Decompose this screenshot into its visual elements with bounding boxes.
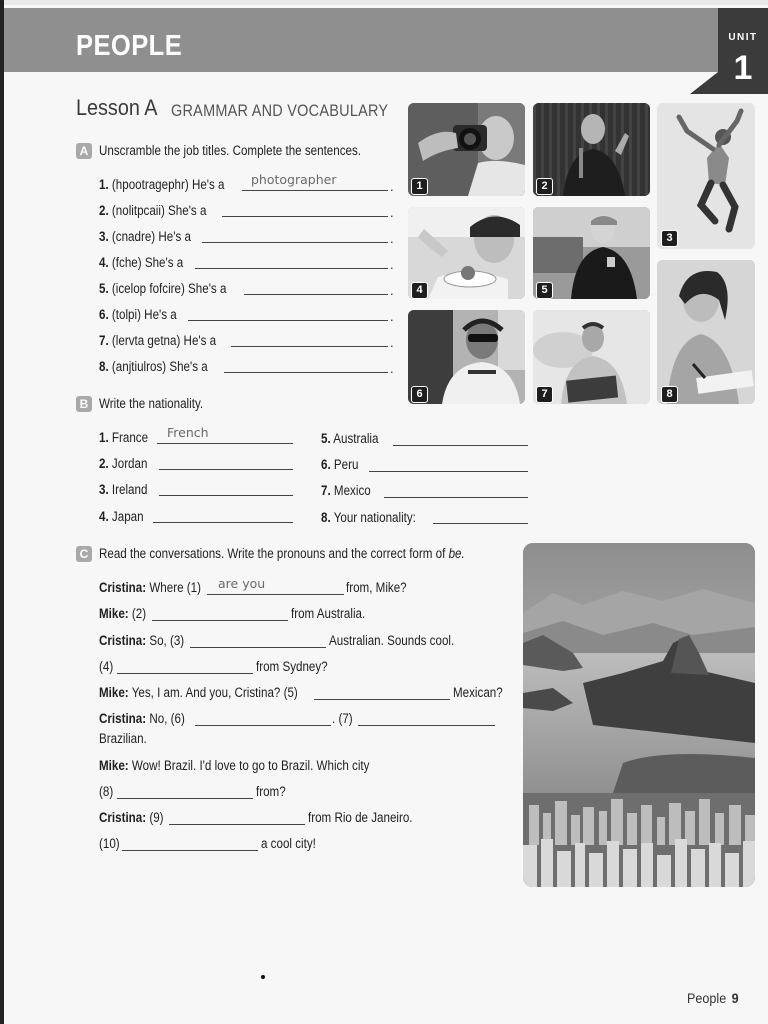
- c-line-3-post: Australian. Sounds cool.: [329, 633, 455, 648]
- photo-label-1: 1: [411, 178, 428, 195]
- c-line-1-post: from, Mike?: [346, 580, 407, 595]
- b-item-2: 2. Jordan: [99, 456, 148, 471]
- c-line-9: (8): [99, 784, 114, 799]
- c-line-2: Mike: (2): [99, 606, 147, 621]
- b-item-4: 4. Japan: [99, 509, 144, 524]
- a-period-4: .: [390, 257, 394, 272]
- a-answer-line-8[interactable]: [224, 372, 388, 373]
- photo-journalist: [657, 260, 755, 404]
- c-line-11: (10): [99, 836, 120, 851]
- c-answer-line-8[interactable]: [117, 798, 253, 799]
- scan-edge-top: [0, 0, 768, 5]
- scan-edge-left: [0, 0, 4, 1024]
- a-answer-line-4[interactable]: [195, 268, 388, 269]
- c-line-5-post: Mexican?: [453, 685, 503, 700]
- a-period-8: .: [390, 361, 394, 376]
- b-item-5: 5. Australia: [321, 431, 379, 446]
- a-item-2: 2. (nolitpcaii) She's a: [99, 203, 207, 218]
- c-line-10-post: from Rio de Janeiro.: [308, 810, 413, 825]
- unit-label: UNIT: [728, 32, 758, 43]
- section-b-instruction: Write the nationality.: [99, 396, 204, 411]
- photo-label-8: 8: [661, 386, 678, 403]
- a-period-5: .: [390, 283, 394, 298]
- photo-label-3: 3: [661, 230, 678, 247]
- b-answer-line-4[interactable]: [153, 522, 293, 523]
- c-answer-line-4[interactable]: [117, 673, 253, 674]
- a-answer-line-3[interactable]: [202, 242, 388, 243]
- a-item-3: 3. (cnadre) He's a: [99, 229, 191, 244]
- c-answer-line-5[interactable]: [314, 699, 450, 700]
- a-period-1: .: [390, 179, 394, 194]
- photo-label-5: 5: [536, 282, 553, 299]
- b-item-1: 1. France: [99, 430, 149, 445]
- lesson-title: Lesson A: [76, 95, 158, 120]
- a-answer-line-6[interactable]: [188, 320, 388, 321]
- c-answer-1: are you: [218, 576, 266, 591]
- c-line-6-post: . (7): [332, 711, 353, 726]
- c-line-4-post: from Sydney?: [256, 659, 328, 674]
- photo-rio-de-janeiro: [523, 543, 755, 887]
- b-answer-1: French: [167, 425, 209, 440]
- c-line-7: Brazilian.: [99, 731, 147, 746]
- c-line-2-post: from Australia.: [291, 606, 366, 621]
- lesson-subtitle: GRAMMAR AND VOCABULARY: [171, 101, 389, 120]
- c-answer-line-9[interactable]: [169, 824, 305, 825]
- c-line-1: Cristina: Where (1): [99, 580, 201, 595]
- unit-title: PEOPLE: [76, 30, 183, 62]
- a-answer-1: photographer: [251, 172, 337, 187]
- c-line-9-post: from?: [256, 784, 286, 799]
- a-period-2: .: [390, 205, 394, 220]
- c-answer-line-10[interactable]: [122, 850, 258, 851]
- unit-tab-fold: [690, 72, 718, 94]
- c-line-11-post: a cool city!: [261, 836, 316, 851]
- a-item-8: 8. (anjtiulros) She's a: [99, 359, 208, 374]
- photo-label-4: 4: [411, 282, 428, 299]
- c-line-8: Mike: Wow! Brazil. I'd love to go to Brazil. Which city: [99, 758, 370, 773]
- c-answer-line-3[interactable]: [190, 647, 326, 648]
- photo-label-7: 7: [536, 386, 553, 403]
- b-answer-line-7[interactable]: [384, 497, 528, 498]
- unit-number: 1: [733, 49, 753, 87]
- stray-dot: [261, 975, 265, 979]
- c-answer-line-2[interactable]: [152, 620, 288, 621]
- section-b-badge: B: [76, 396, 92, 412]
- a-period-6: .: [390, 309, 394, 324]
- c-line-3: Cristina: So, (3): [99, 633, 185, 648]
- c-line-6: Cristina: No, (6): [99, 711, 185, 726]
- c-line-4: (4): [99, 659, 114, 674]
- b-answer-line-6[interactable]: [369, 471, 528, 472]
- b-answer-line-1[interactable]: [157, 443, 293, 444]
- a-period-7: .: [390, 335, 394, 350]
- b-item-3: 3. Ireland: [99, 482, 148, 497]
- a-item-5: 5. (icelop fofcire) She's a: [99, 281, 227, 296]
- section-a-instruction: Unscramble the job titles. Complete the sentences.: [99, 143, 362, 158]
- c-answer-line-1[interactable]: [207, 594, 344, 595]
- a-answer-line-2[interactable]: [222, 216, 388, 217]
- photo-label-6: 6: [411, 386, 428, 403]
- a-period-3: .: [390, 231, 394, 246]
- photo-label-2: 2: [536, 178, 553, 195]
- b-item-8: 8. Your nationality:: [321, 510, 416, 525]
- photo-dancer: [657, 103, 755, 249]
- a-item-1: 1. (hpootragephr) He's a: [99, 177, 225, 192]
- c-answer-line-6[interactable]: [195, 725, 331, 726]
- a-item-4: 4. (fche) She's a: [99, 255, 184, 270]
- c-line-5: Mike: Yes, I am. And you, Cristina? (5): [99, 685, 298, 700]
- section-c-instruction: Read the conversations. Write the pronouns and the correct form of be.: [99, 546, 465, 561]
- unit-tab: [718, 8, 768, 94]
- a-item-7: 7. (lervta getna) He's a: [99, 333, 217, 348]
- b-answer-line-2[interactable]: [159, 469, 293, 470]
- b-item-6: 6. Peru: [321, 457, 359, 472]
- a-item-6: 6. (tolpi) He's a: [99, 307, 177, 322]
- section-c-badge: C: [76, 546, 92, 562]
- c-line-10: Cristina: (9): [99, 810, 164, 825]
- a-answer-line-1[interactable]: [242, 190, 388, 191]
- b-answer-line-3[interactable]: [159, 495, 293, 496]
- page-footer: People 9: [687, 990, 739, 1006]
- b-answer-line-5[interactable]: [393, 445, 528, 446]
- c-answer-line-7[interactable]: [358, 725, 495, 726]
- a-answer-line-5[interactable]: [244, 294, 388, 295]
- section-a-badge: A: [76, 143, 92, 159]
- b-answer-line-8[interactable]: [433, 523, 528, 524]
- a-answer-line-7[interactable]: [231, 346, 388, 347]
- b-item-7: 7. Mexico: [321, 483, 371, 498]
